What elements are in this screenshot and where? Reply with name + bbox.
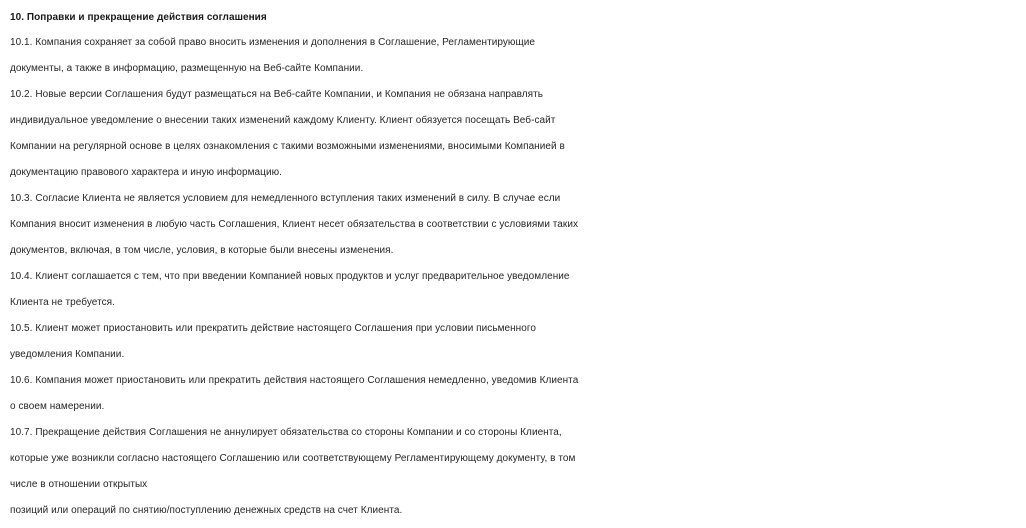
- clause-line: числе в отношении открытых: [10, 479, 148, 490]
- clause-line: 10.4. Клиент соглашается с тем, что при введении Компанией новых продуктов и услуг предварительное уведомление: [10, 271, 570, 282]
- clause-line: 10.1. Компания сохраняет за собой право вносить изменения и дополнения в Соглашение, Регламентирующие: [10, 37, 536, 48]
- clause-line: 10.7. Прекращение действия Соглашения не аннулирует обязательства со стороны Компании и со стороны Клиента,: [10, 427, 562, 438]
- clause-10-1: [10, 30, 1026, 82]
- clause-line: Компания вносит изменения в любую часть Соглашения, Клиент несет обязательства в соответствии с условиями таких: [10, 219, 579, 230]
- clause-line: Клиента не требуется.: [10, 297, 115, 308]
- clause-10-5: [10, 316, 1026, 368]
- clause-10-6: [10, 368, 1026, 420]
- clause-line: которые уже возникли согласно настоящего Соглашению или соответствующему Регламентирующему документу, в том: [10, 453, 576, 464]
- clause-line: 10.5. Клиент может приостановить или прекратить действие настоящего Соглашения при условии письменного: [10, 323, 536, 334]
- clause-line: 10.2. Новые версии Соглашения будут размещаться на Веб-сайте Компании, и Компания не обязана направлять: [10, 89, 544, 100]
- clause-line: индивидуальное уведомление о внесении таких изменений каждому Клиенту. Клиент обязуется посещать Веб-сайт: [10, 115, 556, 126]
- clause-line: 10.3. Согласие Клиента не является условием для немедленного вступления таких изменений в силу. В случае если: [10, 193, 561, 204]
- clause-10-2: [10, 82, 1026, 186]
- clause-10-4: [10, 264, 1026, 316]
- clause-10-3: [10, 186, 1026, 264]
- clause-line: документов, включая, в том числе, условия, в которые были внесены изменения.: [10, 245, 394, 256]
- section-title: 10. Поправки и прекращение действия соглашения: [10, 12, 267, 23]
- clause-line: Компании на регулярной основе в целях ознакомления с такими возможными изменениями, вносимыми Компанией в: [10, 141, 565, 152]
- clause-line: 10.6. Компания может приостановить или прекратить действия настоящего Соглашения немедленно, уведомив Клиента: [10, 375, 579, 386]
- clause-line: позиций или операций по снятию/поступлению денежных средств на счет Клиента.: [10, 505, 403, 516]
- clause-line: о своем намерении.: [10, 401, 105, 412]
- clause-line: документы, а также в информацию, размещенную на Веб-сайте Компании.: [10, 63, 364, 74]
- clause-line: документацию правового характера и иную информацию.: [10, 167, 282, 178]
- clause-10-7: [10, 420, 1026, 524]
- clause-line: уведомления Компании.: [10, 349, 125, 360]
